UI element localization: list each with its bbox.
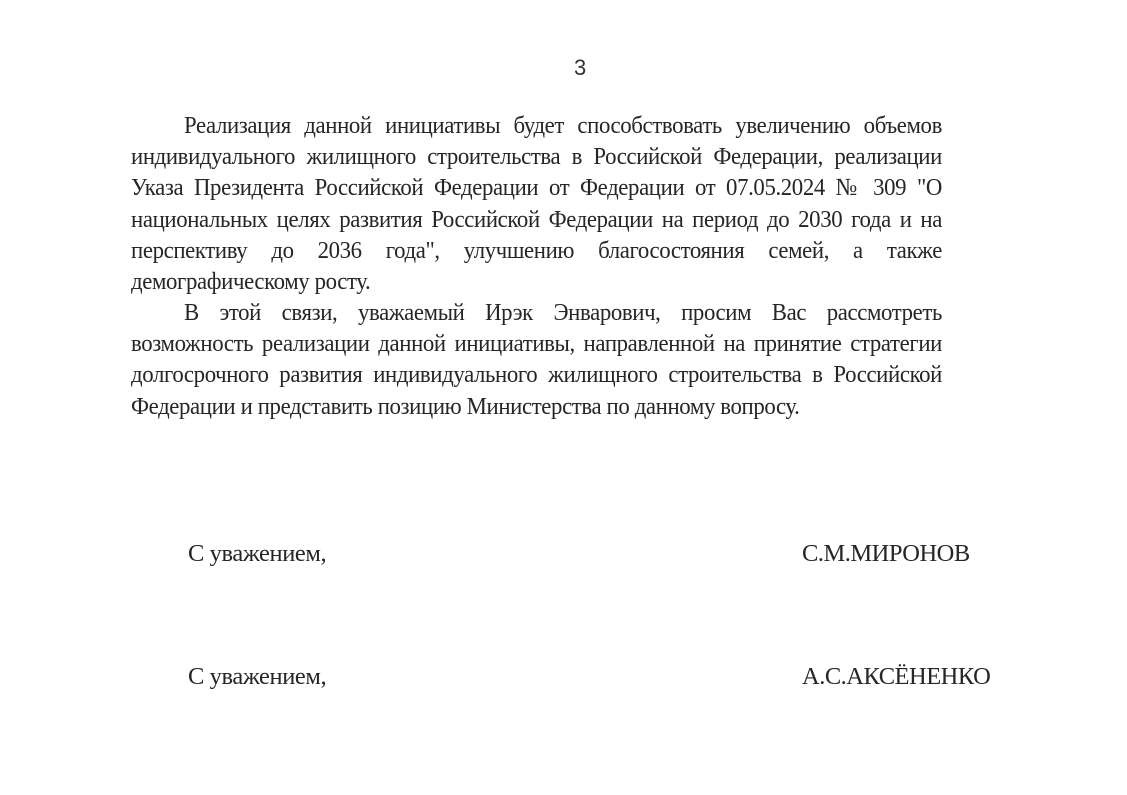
closing-phrase-2: С уважением,: [188, 663, 327, 690]
paragraph-text: Реализация данной инициативы будет способствовать увеличению объемов индивидуального жилищного строительства в Российской Федерации, реализации Указа Президента Российской Федерации от Федерации от 07.05.2024 № 309 "О национальных целях развития Российской Федерации на период до 2030 года и на перспективу до 2036 года", улучшению благосостояния семей, а также демографическому росту.: [131, 112, 942, 296]
paragraph-initiative: [131, 110, 942, 297]
closing-phrase-1: С уважением,: [188, 540, 327, 567]
paragraph-request: [131, 297, 942, 422]
signatory-name-1: С.М.МИРОНОВ: [802, 540, 970, 567]
signatory-name-2: А.С.АКСЁНЕНКО: [802, 663, 991, 690]
page-number: 3: [574, 55, 587, 80]
paragraph-text: В этой связи, уважаемый Ирэк Энварович, просим Вас рассмотреть возможность реализации данной инициативы, направленной на принятие стратегии долгосрочного развития индивидуального жилищного строительства в Российской Федерации и представить позицию Министерства по данному вопросу.: [131, 299, 942, 420]
